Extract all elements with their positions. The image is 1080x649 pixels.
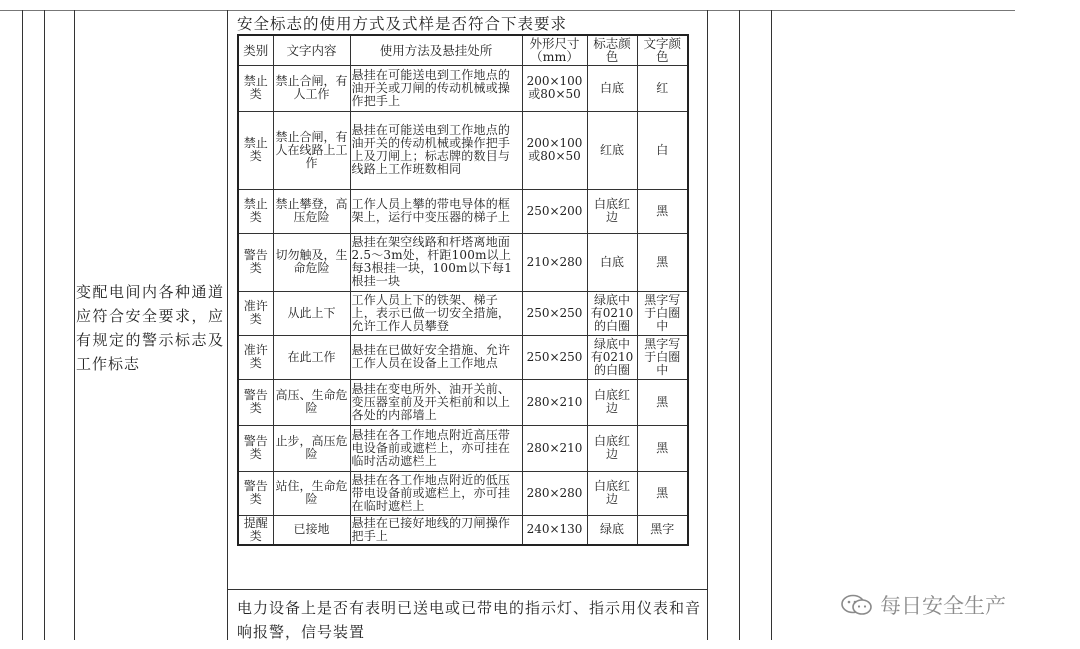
cell-usage: 悬挂在各工作地点附近的低压带电设备前或遮栏上，亦可挂在临时遮栏上 bbox=[350, 471, 522, 515]
cell-sign-color: 绿底中有0210的白圈 bbox=[587, 335, 637, 379]
header-text-content: 文字内容 bbox=[273, 35, 350, 65]
watermark bbox=[840, 590, 1006, 620]
cell-text-content: 切勿触及，生命危险 bbox=[273, 233, 350, 291]
cell-size: 280×280 bbox=[522, 471, 587, 515]
cell-category: 警告类 bbox=[238, 471, 273, 515]
cell-size: 240×130 bbox=[522, 515, 587, 545]
cell-usage: 悬挂在已做好安全措施、允许工作人员在设备上工作地点 bbox=[350, 335, 522, 379]
cell-sign-color: 红底 bbox=[587, 111, 637, 189]
cell-size: 250×250 bbox=[522, 335, 587, 379]
cell-size: 210×280 bbox=[522, 233, 587, 291]
table-row bbox=[238, 471, 688, 515]
section-title: 安全标志的使用方式及式样是否符合下表要求 bbox=[237, 15, 568, 33]
table-row bbox=[238, 291, 688, 335]
cell-text-content: 从此上下 bbox=[273, 291, 350, 335]
column-divider bbox=[44, 10, 45, 640]
top-border bbox=[0, 10, 1015, 11]
cell-sign-color: 白底红边 bbox=[587, 189, 637, 233]
cell-text-content: 禁止合闸，有人在线路上工作 bbox=[273, 111, 350, 189]
column-divider bbox=[707, 10, 708, 640]
column-divider bbox=[771, 10, 772, 640]
cell-usage: 工作人员上攀的带电导体的框架上，运行中变压器的梯子上 bbox=[350, 189, 522, 233]
table-row bbox=[238, 111, 688, 189]
cell-text-content: 站住，生命危险 bbox=[273, 471, 350, 515]
cell-usage: 悬挂在变电所外、油开关前、变压器室前及开关柜前和以上各处的内部墙上 bbox=[350, 379, 522, 425]
cell-text-color: 白 bbox=[637, 111, 688, 189]
cell-size: 250×250 bbox=[522, 291, 587, 335]
cell-text-color: 黑字 bbox=[637, 515, 688, 545]
cell-text-color: 黑 bbox=[637, 379, 688, 425]
cell-size: 280×210 bbox=[522, 379, 587, 425]
cell-category: 禁止类 bbox=[238, 111, 273, 189]
column-divider bbox=[227, 10, 228, 640]
bottom-requirement-text: 电力设备上是否有表明已送电或已带电的指示灯、指示用仪表和音响报警，信号装置 bbox=[237, 599, 702, 641]
header-size: 外形尺寸（mm） bbox=[522, 35, 587, 65]
header-category: 类别 bbox=[238, 35, 273, 65]
cell-size: 200×100或80×50 bbox=[522, 65, 587, 111]
column-divider bbox=[74, 10, 75, 640]
cell-text-content: 在此工作 bbox=[273, 335, 350, 379]
cell-text-color: 黑 bbox=[637, 425, 688, 471]
table-row bbox=[238, 379, 688, 425]
cell-category: 禁止类 bbox=[238, 65, 273, 111]
table-row bbox=[238, 425, 688, 471]
table-header-row bbox=[238, 35, 688, 65]
table-row bbox=[238, 189, 688, 233]
cell-sign-color: 白底 bbox=[587, 233, 637, 291]
wechat-icon bbox=[840, 594, 874, 616]
cell-category: 警告类 bbox=[238, 379, 273, 425]
safety-sign-table bbox=[237, 34, 689, 546]
cell-usage: 悬挂在各工作地点附近高压带电设备前或遮栏上，亦可挂在临时活动遮栏上 bbox=[350, 425, 522, 471]
header-text-color: 文字颜色 bbox=[637, 35, 688, 65]
cell-size: 200×100或80×50 bbox=[522, 111, 587, 189]
cell-sign-color: 白底 bbox=[587, 65, 637, 111]
cell-sign-color: 绿底 bbox=[587, 515, 637, 545]
cell-sign-color: 绿底中有0210的白圈 bbox=[587, 291, 637, 335]
header-usage: 使用方法及悬挂处所 bbox=[350, 35, 522, 65]
cell-usage: 悬挂在已接好地线的刀闸操作把手上 bbox=[350, 515, 522, 545]
table-row bbox=[238, 233, 688, 291]
cell-sign-color: 白底红边 bbox=[587, 471, 637, 515]
cell-text-color: 黑 bbox=[637, 189, 688, 233]
cell-category: 禁止类 bbox=[238, 189, 273, 233]
cell-text-content: 止步，高压危险 bbox=[273, 425, 350, 471]
cell-usage: 工作人员上下的铁架、梯子上，表示已做一切安全措施，允许工作人员攀登 bbox=[350, 291, 522, 335]
cell-text-content: 已接地 bbox=[273, 515, 350, 545]
cell-usage: 悬挂在可能送电到工作地点的油开关或刀闸的传动机械或操作把手上 bbox=[350, 65, 522, 111]
cell-text-color: 红 bbox=[637, 65, 688, 111]
cell-category: 准许类 bbox=[238, 335, 273, 379]
watermark-text: 每日安全生产 bbox=[880, 594, 1006, 618]
header-sign-color: 标志颜色 bbox=[587, 35, 637, 65]
cell-category: 提醒类 bbox=[238, 515, 273, 545]
requirement-text: 变配电间内各种通道应符合安全要求，应有规定的警示标志及工作标志 bbox=[76, 283, 224, 373]
cell-usage: 悬挂在架空线路和杆塔离地面2.5～3m处，杆距100m以上每3根挂一块，100m以下每1根挂一块 bbox=[350, 233, 522, 291]
column-divider bbox=[739, 10, 740, 640]
cell-usage: 悬挂在可能送电到工作地点的油开关的传动机械或操作把手上及刀闸上；标志牌的数目与线路上工作班数相同 bbox=[350, 111, 522, 189]
cell-sign-color: 白底红边 bbox=[587, 379, 637, 425]
cell-text-color: 黑 bbox=[637, 233, 688, 291]
cell-text-content: 禁止攀登，高压危险 bbox=[273, 189, 350, 233]
cell-text-color: 黑 bbox=[637, 471, 688, 515]
cell-category: 警告类 bbox=[238, 425, 273, 471]
cell-text-color: 黑字写于白圈中 bbox=[637, 291, 688, 335]
cell-category: 准许类 bbox=[238, 291, 273, 335]
table-row bbox=[238, 515, 688, 545]
cell-text-content: 高压、生命危险 bbox=[273, 379, 350, 425]
cell-size: 250×200 bbox=[522, 189, 587, 233]
table-row bbox=[238, 65, 688, 111]
table-row bbox=[238, 335, 688, 379]
cell-sign-color: 白底红边 bbox=[587, 425, 637, 471]
cell-category: 警告类 bbox=[238, 233, 273, 291]
cell-size: 280×210 bbox=[522, 425, 587, 471]
cell-text-content: 禁止合闸，有人工作 bbox=[273, 65, 350, 111]
cell-text-color: 黑字写于白圈中 bbox=[637, 335, 688, 379]
column-divider bbox=[22, 10, 23, 640]
row-divider bbox=[227, 589, 707, 590]
